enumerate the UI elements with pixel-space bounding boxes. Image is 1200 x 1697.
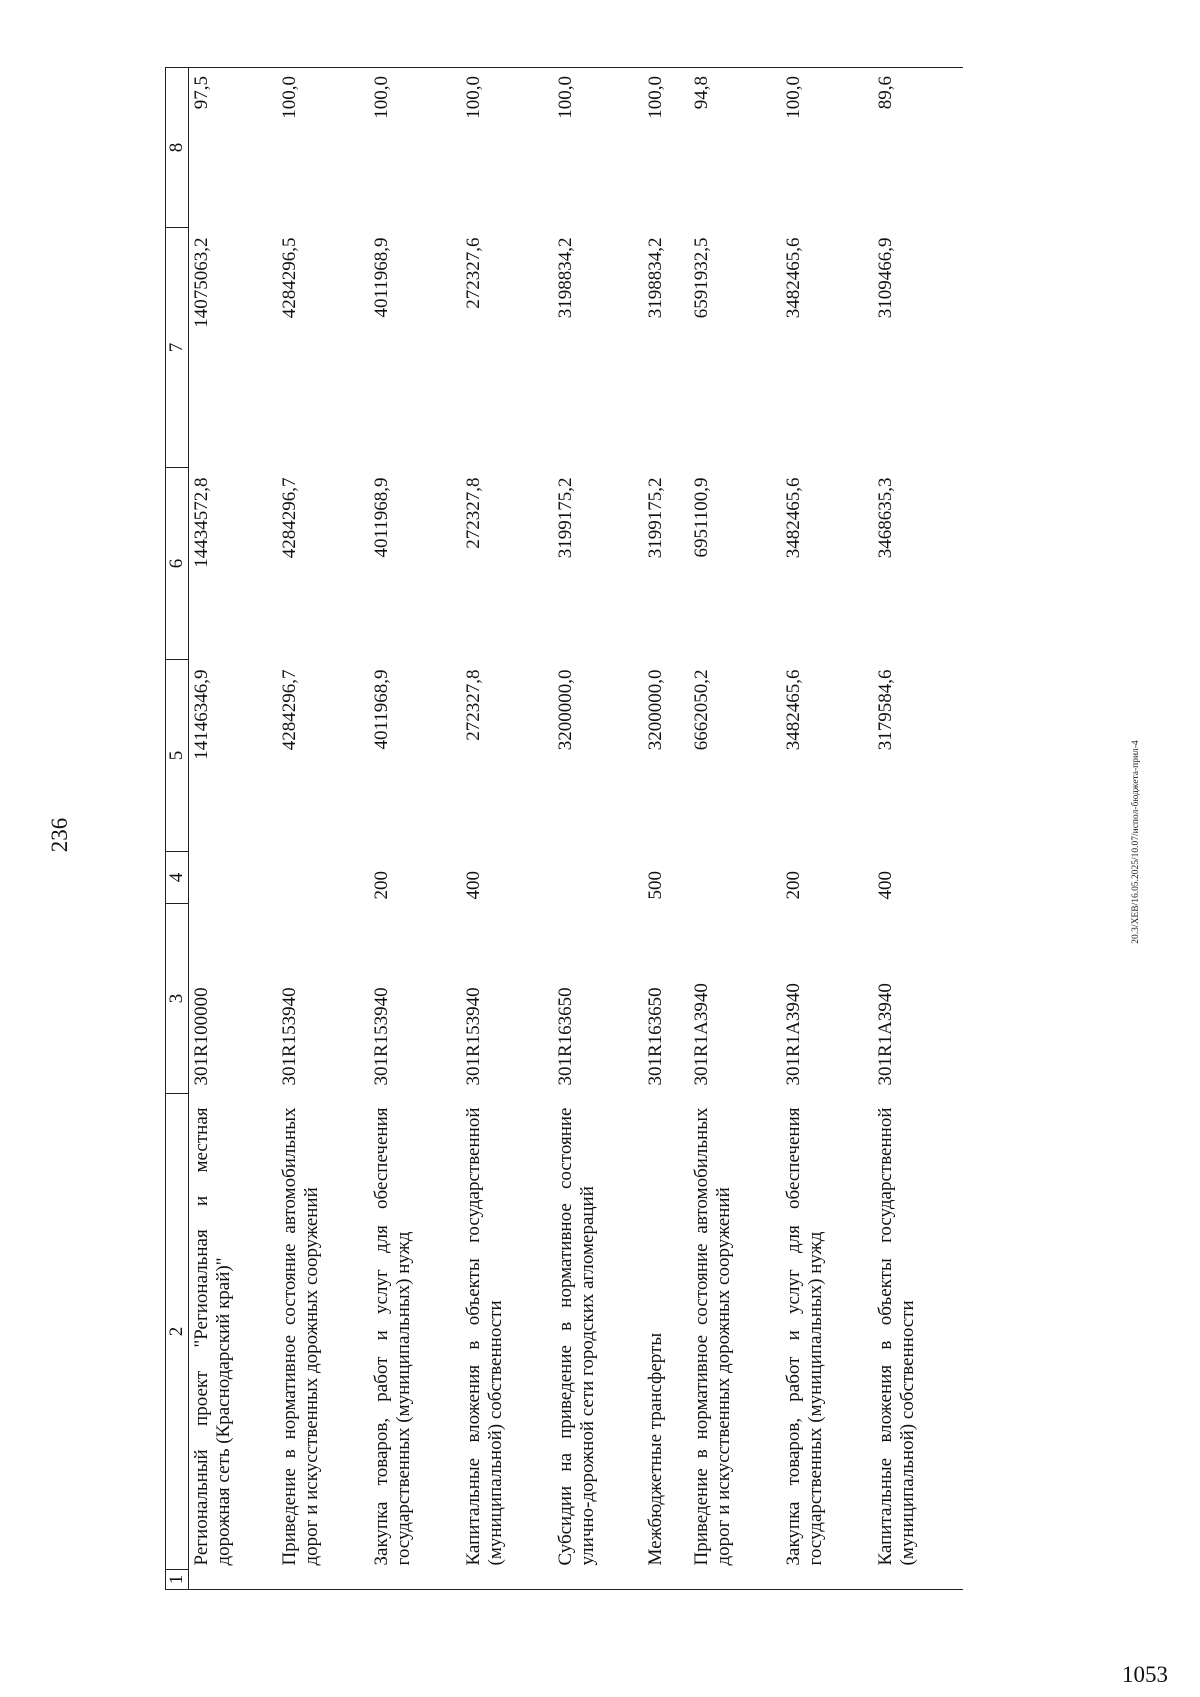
- row-value-6: 3482465,6: [783, 477, 804, 559]
- row-index-cell: [189, 1570, 278, 1590]
- column-header-6: 6: [166, 468, 189, 660]
- row-index-cell: [689, 1570, 781, 1590]
- table-row: [461, 68, 553, 1590]
- table-row: [277, 68, 369, 1590]
- page-number-top: 236: [47, 817, 72, 853]
- budget-table-rotated: [165, 68, 965, 1590]
- column-header-2: 2: [166, 1094, 189, 1570]
- row-value-7: 3198834,2: [645, 237, 666, 319]
- row-value-5: 3179584,6: [875, 669, 896, 751]
- row-name: Региональный проект "Региональная и местная дорожная сеть (Краснодарский край)": [191, 1107, 234, 1566]
- row-percent: 94,8: [689, 68, 781, 228]
- row-value-5: 3200000,0: [645, 669, 666, 751]
- row-type: [553, 852, 643, 904]
- row-name: Закупка товаров, работ и услуг для обеспечения государственных (муниципальных) нужд: [371, 1107, 414, 1566]
- row-value-6: 14434572,8: [191, 477, 212, 568]
- column-header-8: 8: [166, 68, 189, 228]
- table-row: [781, 68, 873, 1590]
- table-row: [189, 68, 278, 1590]
- row-value-7: 6591932,5: [691, 237, 712, 319]
- row-value-6: 4284296,7: [279, 477, 300, 559]
- column-header-1: 1: [166, 1570, 189, 1590]
- row-value-6: 3199175,2: [645, 477, 666, 559]
- row-code: 301R1A3940: [691, 983, 712, 1086]
- page-number-bottom: 1053: [1122, 1662, 1168, 1687]
- row-percent: 100,0: [553, 68, 643, 228]
- table-row: [369, 68, 461, 1590]
- row-value-6: 3468635,3: [875, 477, 896, 559]
- row-value-7: 272327,6: [463, 237, 484, 309]
- table-row: [873, 68, 963, 1590]
- row-type: [277, 852, 369, 904]
- row-value-6: 6951100,9: [691, 477, 712, 558]
- row-value-5: 3482465,6: [783, 669, 804, 751]
- row-value-5: 272327,8: [463, 669, 484, 741]
- row-index-cell: [461, 1570, 553, 1590]
- row-value-7: 14075063,2: [191, 237, 212, 328]
- row-percent: 100,0: [781, 68, 873, 228]
- row-value-6: 4011968,9: [371, 477, 392, 558]
- row-percent: 100,0: [369, 68, 461, 228]
- row-name: Приведение в нормативное состояние автомобильных дорог и искусственных дорожных сооружений: [691, 1107, 734, 1566]
- row-type: 200: [371, 871, 392, 900]
- row-code: 301R153940: [371, 987, 392, 1086]
- table-row: [643, 68, 689, 1590]
- row-name: Субсидии на приведение в нормативное состояние улично-дорожной сети городских агломераций: [555, 1107, 598, 1566]
- row-value-5: 6662050,2: [691, 669, 712, 751]
- table-row: [553, 68, 643, 1590]
- column-header-7: 7: [166, 228, 189, 468]
- row-code: 301R163650: [645, 987, 666, 1086]
- row-index-cell: [553, 1570, 643, 1590]
- row-type: 400: [463, 871, 484, 900]
- row-code: 301R153940: [279, 987, 300, 1086]
- row-percent: 89,6: [873, 68, 963, 228]
- row-value-7: 3109466,9: [875, 237, 896, 319]
- row-name: Капитальные вложения в объекты государственной (муниципальной) собственности: [463, 1107, 506, 1566]
- row-code: 301R100000: [191, 987, 212, 1086]
- row-type: 500: [645, 871, 666, 900]
- row-value-6: 272327,8: [463, 477, 484, 549]
- row-percent: 97,5: [189, 68, 278, 228]
- row-percent: 100,0: [643, 68, 689, 228]
- row-code: 301R153940: [463, 987, 484, 1086]
- column-header-4: 4: [166, 852, 189, 904]
- row-percent: 100,0: [461, 68, 553, 228]
- row-index-cell: [369, 1570, 461, 1590]
- row-code: 301R1A3940: [783, 983, 804, 1086]
- row-type: 200: [783, 871, 804, 900]
- budget-table: [165, 67, 963, 1590]
- row-value-7: 3482465,6: [783, 237, 804, 319]
- table-row: [689, 68, 781, 1590]
- column-header-5: 5: [166, 660, 189, 852]
- row-type: [189, 852, 278, 904]
- row-index-cell: [781, 1570, 873, 1590]
- row-type: 400: [875, 871, 896, 900]
- row-name: Межбюджетные трансферты: [645, 1332, 666, 1566]
- column-header-3: 3: [166, 904, 189, 1094]
- row-value-6: 3199175,2: [555, 477, 576, 559]
- row-value-7: 4284296,5: [279, 237, 300, 319]
- row-index-cell: [643, 1570, 689, 1590]
- row-index-cell: [873, 1570, 963, 1590]
- row-type: [689, 852, 781, 904]
- row-index-cell: [277, 1570, 369, 1590]
- row-value-5: 4011968,9: [371, 669, 392, 750]
- row-value-7: 4011968,9: [371, 237, 392, 318]
- document-stamp: 20.3/XEB/16.05.2025/10.07/испол-бюджета-прил-4: [1131, 740, 1141, 944]
- row-name: Капитальные вложения в объекты государственной (муниципальной) собственности: [875, 1107, 918, 1566]
- row-value-5: 4284296,7: [279, 669, 300, 751]
- row-percent: 100,0: [277, 68, 369, 228]
- row-code: 301R1A3940: [875, 983, 896, 1086]
- header-row: [166, 68, 189, 1590]
- row-value-5: 14146346,9: [191, 669, 212, 760]
- row-value-7: 3198834,2: [555, 237, 576, 319]
- row-value-5: 3200000,0: [555, 669, 576, 751]
- row-name: Приведение в нормативное состояние автомобильных дорог и искусственных дорожных сооружений: [279, 1107, 322, 1566]
- row-code: 301R163650: [555, 987, 576, 1086]
- row-name: Закупка товаров, работ и услуг для обеспечения государственных (муниципальных) нужд: [783, 1107, 826, 1566]
